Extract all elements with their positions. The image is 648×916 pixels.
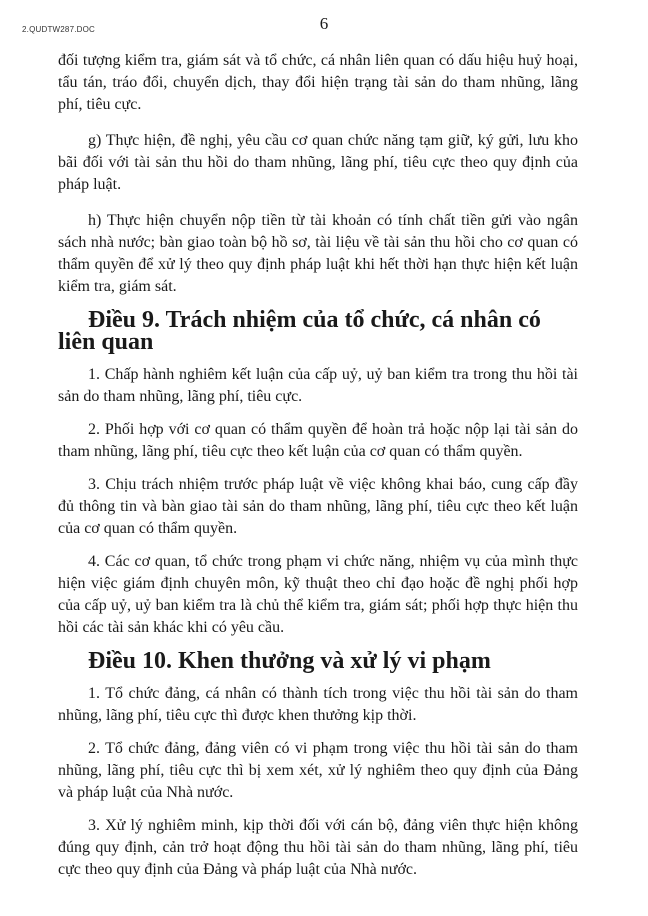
paragraph-item-g: g) Thực hiện, đề nghị, yêu cầu cơ quan chức năng tạm giữ, ký gửi, lưu kho bãi đối với tài sản thu hồi do tham nhũng, lãng phí, tiêu cực theo quy định của pháp luật. bbox=[58, 132, 578, 193]
article-10-heading: Điều 10. Khen thưởng và xử lý vi phạm bbox=[88, 648, 491, 674]
paragraph-continued: đối tượng kiểm tra, giám sát và tổ chức, cá nhân liên quan có dấu hiệu huỷ hoại, tẩu tán, tráo đổi, chuyển dịch, thay đổi hiện trạng tài sản do tham nhũng, lãng phí, tiêu cực. bbox=[58, 52, 578, 113]
article-9-clause-1: 1. Chấp hành nghiêm kết luận của cấp uỷ, uỷ ban kiểm tra trong thu hồi tài sản do tham nhũng, lãng phí, tiêu cực. bbox=[58, 366, 578, 405]
article-10-clause-1: 1. Tổ chức đảng, cá nhân có thành tích trong việc thu hồi tài sản do tham nhũng, lãng phí, tiêu cực thì được khen thưởng kịp thời. bbox=[58, 685, 578, 724]
document-body bbox=[58, 50, 578, 881]
page-number: 6 bbox=[319, 14, 329, 33]
article-10-clause-3: 3. Xử lý nghiêm minh, kịp thời đối với cán bộ, đảng viên thực hiện không đúng quy định, cản trở hoạt động thu hồi tài sản do tham nhũng, lãng phí, tiêu cực theo quy định của Đảng và pháp luật của Nhà nước. bbox=[58, 817, 578, 878]
article-9-clause-4: 4. Các cơ quan, tổ chức trong phạm vi chức năng, nhiệm vụ của mình thực hiện việc giám định chuyên môn, kỹ thuật theo chỉ đạo hoặc đề nghị phối hợp của cấp uỷ, uỷ ban kiểm tra là chủ thể kiểm tra, giám sát; phối hợp thực hiện thu hồi các tài sản khác khi có yêu cầu. bbox=[58, 553, 578, 636]
document-filename: 2.QUDTW287.DOC bbox=[22, 25, 96, 34]
article-10-clause-2: 2. Tổ chức đảng, đảng viên có vi phạm trong việc thu hồi tài sản do tham nhũng, lãng phí, tiêu cực thì bị xem xét, xử lý nghiêm theo quy định của Đảng và pháp luật của Nhà nước. bbox=[58, 740, 578, 801]
article-9-heading: Điều 9. Trách nhiệm của tổ chức, cá nhân có liên quan bbox=[58, 307, 541, 355]
article-9-clause-2: 2. Phối hợp với cơ quan có thẩm quyền để hoàn trả hoặc nộp lại tài sản do tham nhũng, lãng phí, tiêu cực theo kết luận của cơ quan có thẩm quyền. bbox=[58, 421, 578, 460]
article-9-clause-3: 3. Chịu trách nhiệm trước pháp luật về việc không khai báo, cung cấp đầy đủ thông tin và bàn giao tài sản do tham nhũng, lãng phí, tiêu cực theo kết luận của cơ quan có thẩm quyền. bbox=[58, 476, 578, 537]
paragraph-item-h: h) Thực hiện chuyển nộp tiền từ tài khoản có tính chất tiền gửi vào ngân sách nhà nước; bàn giao toàn bộ hồ sơ, tài liệu về tài sản thu hồi cho cơ quan có thẩm quyền để xử lý theo quy định pháp luật khi hết thời hạn thực hiện kết luận kiểm tra, giám sát. bbox=[58, 212, 578, 295]
